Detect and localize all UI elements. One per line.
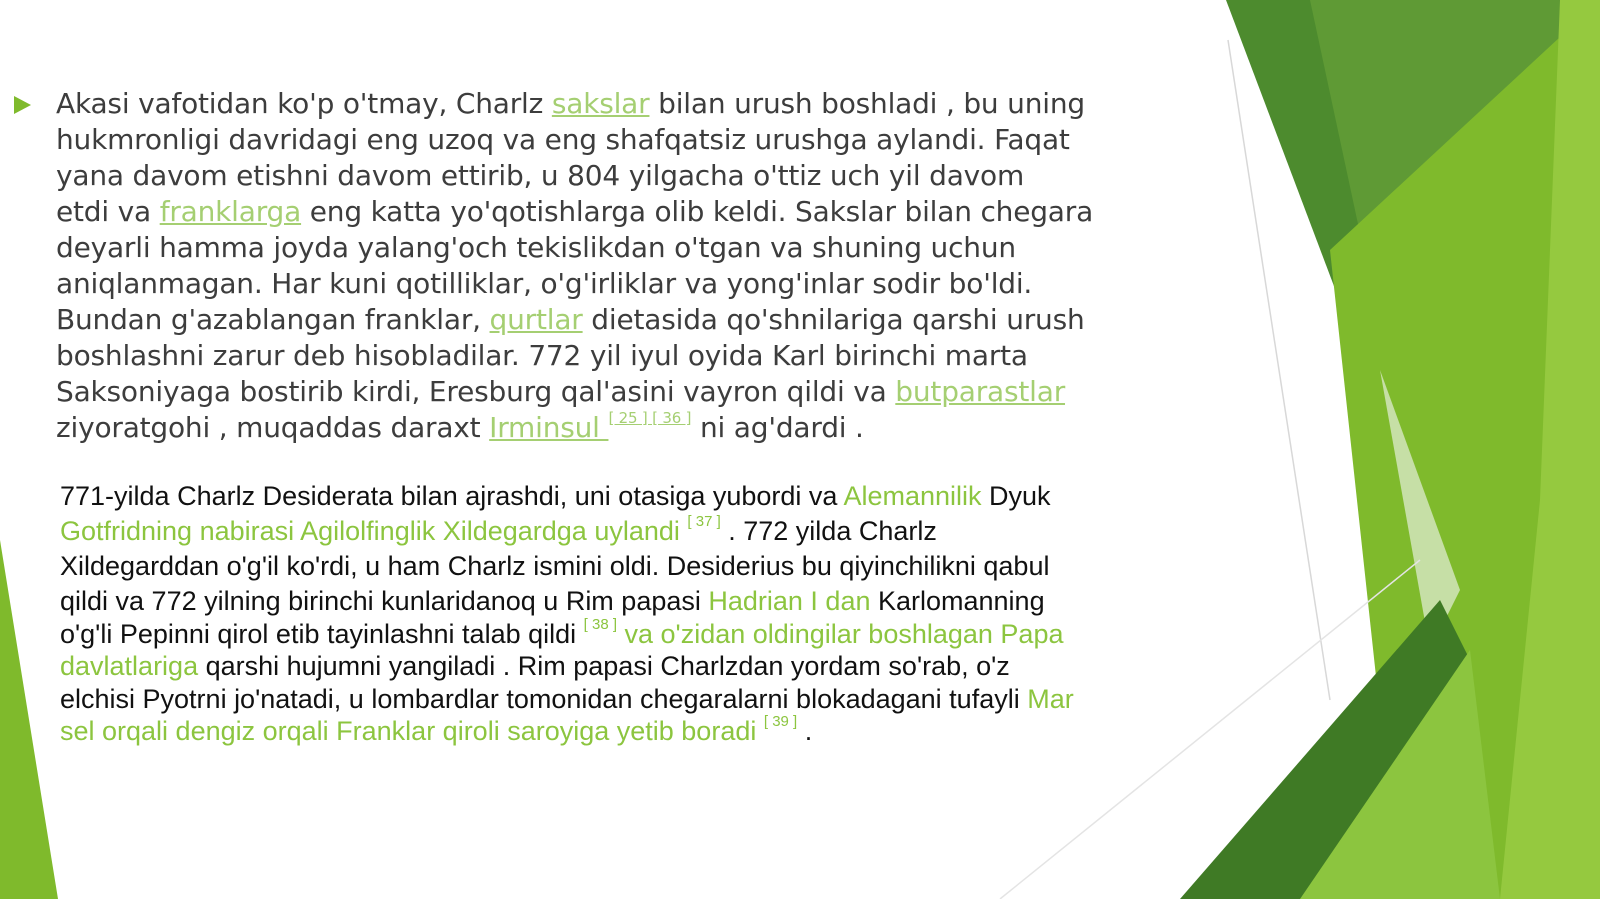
- text-run: Bundan g'azablangan franklar,: [56, 303, 490, 336]
- text-run: eng katta yo'qotishlarga olib keldi. Sakslar bilan chegara: [301, 195, 1094, 228]
- p1-line: [56, 194, 1166, 230]
- text-run: . 772 yilda Charlz: [720, 516, 937, 546]
- link-sakslar[interactable]: sakslar: [551, 87, 650, 120]
- text-run: Saksoniyaga bostirib kirdi, Eresburg qal'asini vayron qildi va: [56, 375, 896, 408]
- reference-link[interactable]: [ 37 ]: [687, 513, 721, 530]
- link-alemannilik[interactable]: Alemannilik: [843, 481, 982, 511]
- reference-link[interactable]: [ 38 ]: [583, 616, 617, 633]
- p1-line: yana davom etishni davom ettirib, u 804 yilgacha o'ttiz uch yil davom: [56, 159, 1025, 192]
- p1-line: hukmronligi davridagi eng uzoq va eng shafqatsiz urushga aylandi. Faqat: [56, 123, 1070, 156]
- link-franklarga[interactable]: franklarga: [159, 195, 302, 228]
- p2-line: Xildegarddan o'g'il ko'rdi, u ham Charlz ismini oldi. Desiderius bu qiyinchilikni qabul: [60, 551, 1050, 581]
- p2-line: [60, 479, 1190, 514]
- text-run: dietasida qo'shnilariga qarshi urush: [582, 303, 1085, 336]
- link-marsel-cont[interactable]: sel orqali dengiz orqali Franklar qiroli saroyiga yetib boradi: [60, 716, 764, 746]
- p1-line: [56, 302, 1166, 338]
- link-irminsul[interactable]: Irminsul: [489, 411, 609, 444]
- text-run: o'g'li Pepinni qirol etib tayinlashni talab qildi: [60, 619, 584, 649]
- p2-line: [60, 714, 1190, 749]
- p2-line: [60, 649, 1190, 684]
- text-run: Karlomanning: [870, 586, 1045, 616]
- p1-line: deyarli hamma joyda yalang'och tekislikdan o'tgan va shuning uchun: [56, 231, 1016, 264]
- text-run: 771-yilda Charlz Desiderata bilan ajrashdi, uni otasiga yubordi va: [60, 481, 844, 511]
- text-run: qildi va 772 yilning birinchi kunlaridanoq u Rim papasi: [60, 586, 709, 616]
- p2-line: [60, 584, 1190, 619]
- second-paragraph: [60, 479, 1190, 749]
- p2-line: [60, 684, 1190, 714]
- p1-line: boshlashni zarur deb hisobladilar. 772 yil iyul oyida Karl birinchi marta: [56, 339, 1028, 372]
- reference-link[interactable]: [ 39 ]: [763, 713, 798, 730]
- text-run: Dyuk: [981, 481, 1051, 511]
- p1-line: [56, 86, 1166, 122]
- reference-link[interactable]: [ 25 ] [ 36 ]: [608, 409, 692, 427]
- p2-line: [60, 616, 1190, 649]
- text-run: ni ag'dardi .: [691, 411, 864, 444]
- text-run: .: [797, 716, 813, 746]
- text-run: bilan urush boshladi , bu uning: [649, 87, 1085, 120]
- text-run: qarshi hujumni yangiladi . Rim papasi Charlzdan yordam so'rab, o'z: [198, 651, 1010, 681]
- link-davlatlariga[interactable]: davlatlariga: [60, 651, 199, 681]
- link-marsel[interactable]: Mar: [1027, 684, 1074, 714]
- text-run: elchisi Pyotrni jo'natadi, u lombardlar tomonidan chegaralarni blokadagani tufayli: [60, 684, 1028, 714]
- link-papa-davlatlari[interactable]: va o'zidan oldingilar boshlagan Papa: [617, 619, 1064, 649]
- link-butparastlar[interactable]: butparastlar: [895, 375, 1066, 408]
- text-run: etdi va: [56, 195, 160, 228]
- link-hadrian[interactable]: Hadrian I dan: [708, 586, 871, 616]
- link-qurtlar[interactable]: qurtlar: [489, 303, 583, 336]
- p1-line: [56, 410, 1166, 446]
- p2-line: [60, 514, 1190, 549]
- triangle-bullet-icon: [14, 96, 31, 114]
- link-gotfrid[interactable]: Gotfridning nabirasi Agilolfinglik Xildegardga uylandi: [60, 516, 688, 546]
- first-paragraph: [56, 86, 1166, 446]
- p1-line: aniqlanmagan. Har kuni qotilliklar, o'g'irliklar va yong'inlar sodir bo'ldi.: [56, 267, 1033, 300]
- p1-line: [56, 374, 1166, 410]
- text-run: Akasi vafotidan ko'p o'tmay, Charlz: [56, 87, 552, 120]
- text-run: ziyoratgohi , muqaddas daraxt: [56, 411, 490, 444]
